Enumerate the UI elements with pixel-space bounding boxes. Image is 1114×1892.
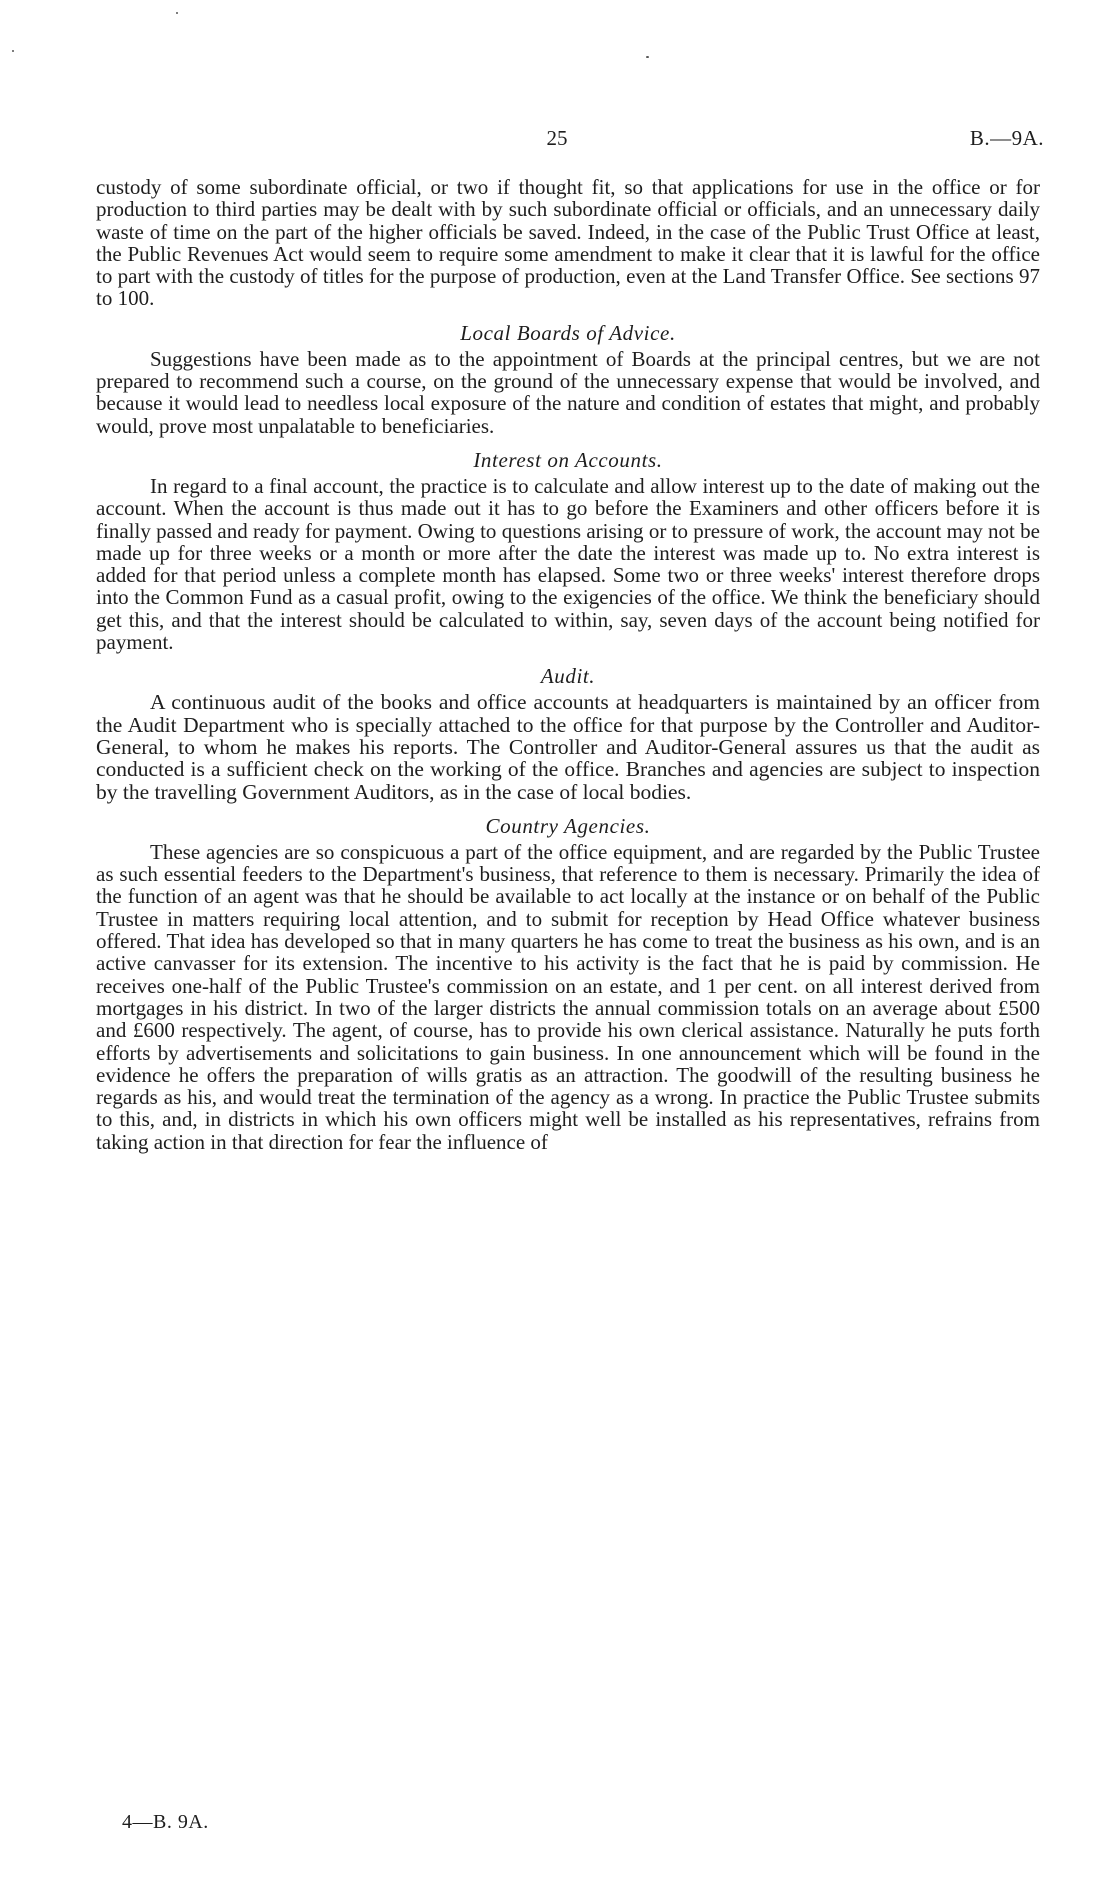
footer-signature: 4—B. 9A. bbox=[122, 1811, 209, 1833]
section-interest-on-accounts bbox=[96, 447, 1040, 653]
body-text bbox=[96, 176, 1040, 1153]
scan-speck bbox=[176, 12, 178, 14]
paragraph: In regard to a final account, the practice is to calculate and allow interest up to the date of making out the account. When the account is thus made out it has to go before the Examiners and other officers before it is finally passed and ready for payment. Owing to questions arising or to pressure of work, the account may not be made up for three weeks or a month or more after the date the interest was made up to. No extra interest is added for that period unless a complete month has elapsed. Some two or three weeks' interest therefore drops into the Common Fund as a casual profit, owing to the exigencies of the office. We think the beneficiary should get this, and that the interest should be calculated to within, say, seven days of the account being notified for payment. bbox=[96, 473, 1040, 655]
section-local-boards bbox=[96, 320, 1040, 437]
paragraph: Suggestions have been made as to the appointment of Boards at the principal centres, but we are not prepared to recommend such a course, on the ground of the unnecessary expense that would be involved, and because it would lead to needless local exposure of the nature and condition of estates that might, and probably would, prove most unpalatable to beneficiaries. bbox=[96, 346, 1040, 438]
section-heading: Local Boards of Advice. bbox=[460, 320, 676, 345]
paragraph: These agencies are so conspicuous a part of the office equipment, and are regarded by the Public Trustee as such essential feeders to the Department's business, that reference to them is necessary. Primarily the idea of the function of an agent was that he should be available to act locally at the instance or on behalf of the Public Trustee in matters requiring local attention, and to submit for reception by Head Office whatever business offered. That idea has developed so that in many quarters he has come to treat the business as his own, and is an active canvasser for its extension. The incentive to his activity is the fact that he is paid by commission. He receives one-half of the Public Trustee's commission on an estate, and 1 per cent. on all interest derived from mortgages in his district. In two of the larger districts the annual commission totals on an average about £500 and £600 respectively. The agent, of course, has to provide his own clerical assistance. Naturally he puts forth efforts by advertisements and solicitations to gain business. In one announcement which will be found in the evidence he offers the preparation of wills gratis as an attraction. The goodwill of the resulting business he regards as his, and would treat the termination of the agency as a wrong. In practice the Public Trustee submits to this, and, in districts in which his own officers might well be installed as his representatives, refrains from taking action in that direction for fear the influence of bbox=[96, 839, 1040, 1154]
section-continuation bbox=[96, 176, 1040, 310]
section-heading: Country Agencies. bbox=[485, 813, 651, 838]
page-number: 25 bbox=[546, 126, 568, 150]
section-heading: Interest on Accounts. bbox=[473, 447, 663, 472]
document-code: B.—9A. bbox=[969, 126, 1044, 150]
section-heading: Audit. bbox=[540, 664, 596, 689]
scan-speck bbox=[12, 50, 14, 52]
scan-speck bbox=[646, 56, 649, 58]
paragraph: A continuous audit of the books and office accounts at headquarters is maintained by an officer from the Audit Department who is specially attached to the office for that purpose by the Controller and Auditor-General, to whom he makes his reports. The Controller and Auditor-General assures us that the audit as conducted is a sufficient check on the working of the office. Branches and agencies are subject to inspection by the travelling Government Auditors, as in the case of local bodies. bbox=[96, 690, 1040, 804]
section-audit bbox=[96, 663, 1040, 802]
section-country-agencies bbox=[96, 813, 1040, 1153]
page-header bbox=[0, 126, 1114, 156]
paragraph: custody of some subordinate official, or two if thought fit, so that applications for use in the office or for production to third parties may be dealt with by such subordinate official or officials, and an unnecessary daily waste of time on the part of the higher officials be saved. Indeed, in the case of the Public Trust Office at least, the Public Revenues Act would seem to require some amendment to make it clear that it is lawful for the office to part with the custody of titles for the purpose of production, even at the Land Transfer Office. See sections 97 to 100. bbox=[96, 175, 1040, 311]
